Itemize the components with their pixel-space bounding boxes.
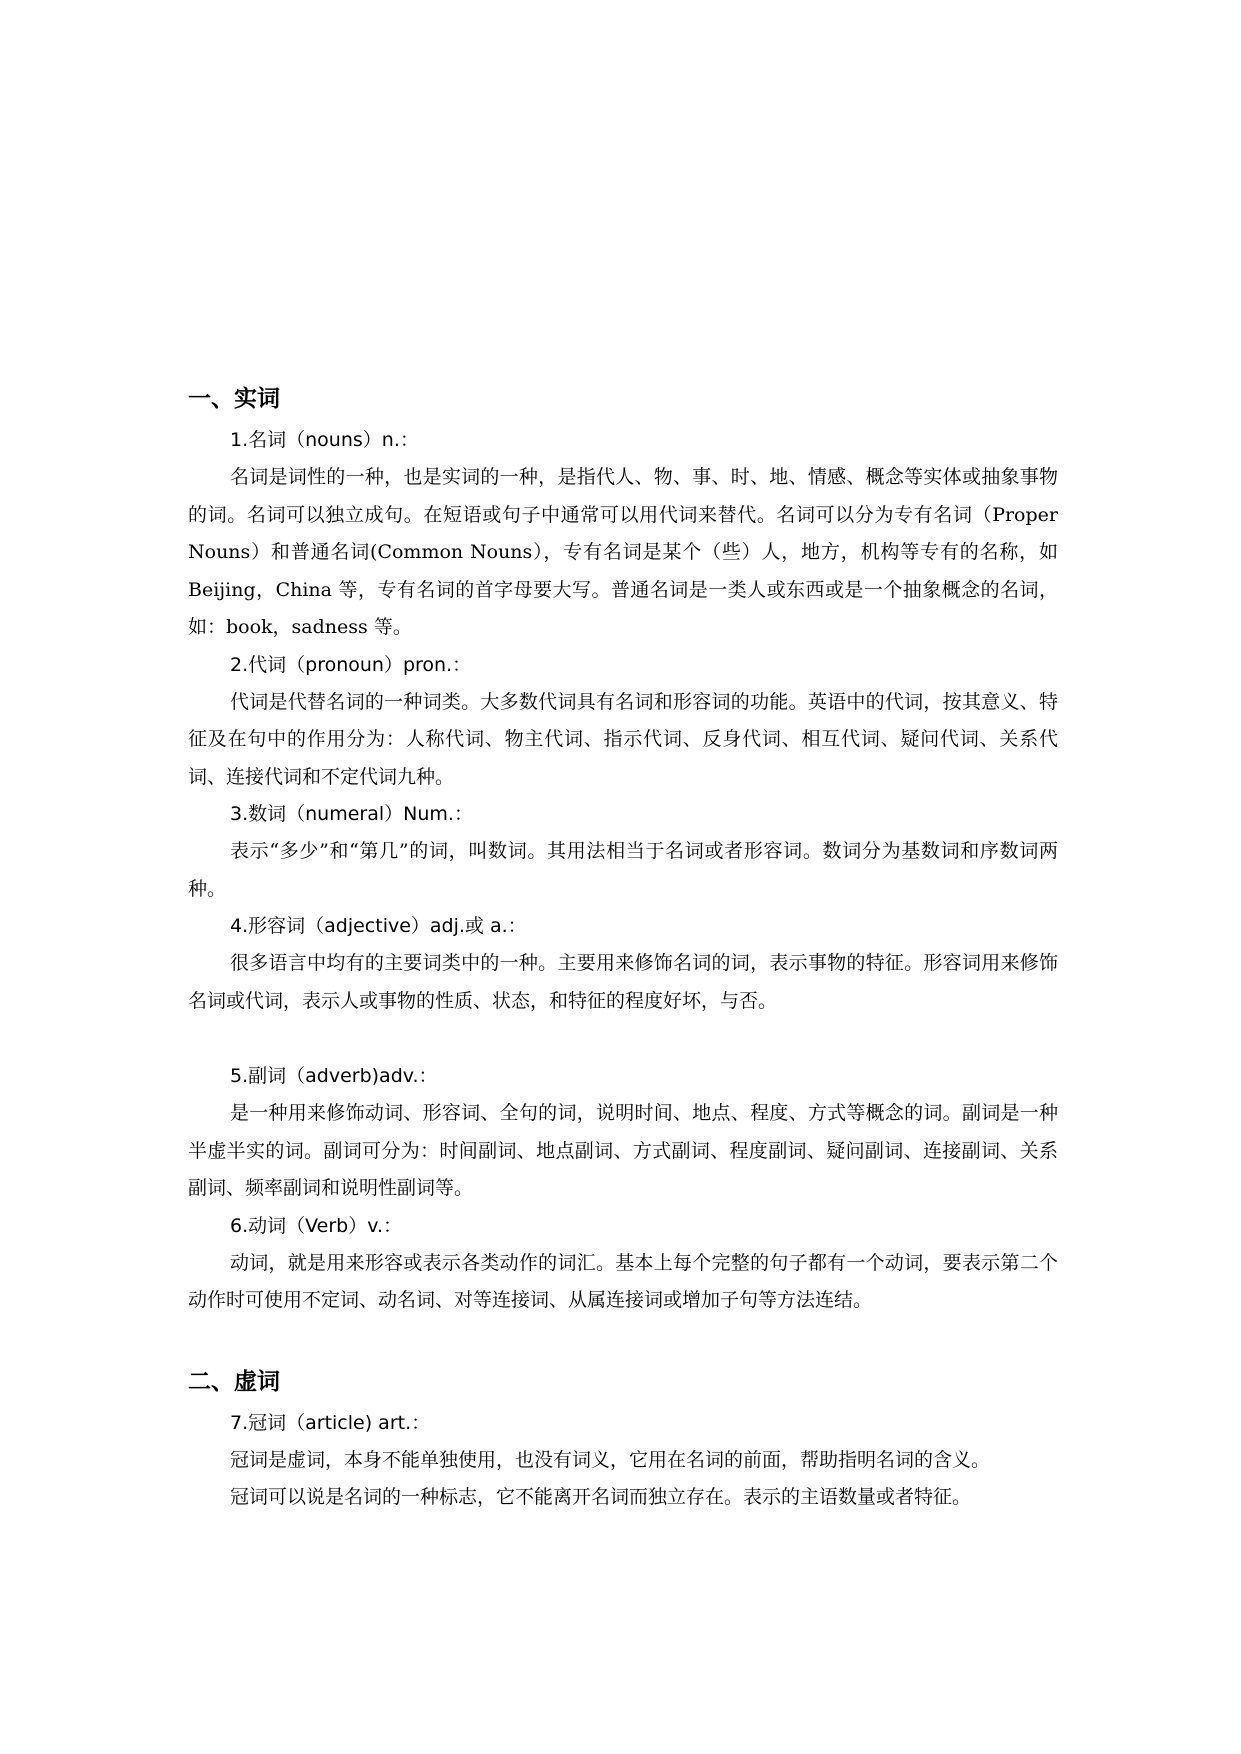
item-article	[188, 1405, 1058, 1517]
item-heading: 4.形容词（adjective）adj.或 a.：	[230, 915, 527, 937]
item-paragraph: 很多语言中均有的主要词类中的一种。主要用来修饰名词的词，表示事物的特征。形容词用来修饰名词或代词，表示人或事物的性质、状态，和特征的程度好坏，与否。	[188, 952, 1058, 1012]
item-paragraph: 名词是词性的一种，也是实词的一种，是指代人、物、事、时、地、情感、概念等实体或抽象事物的词。名词可以独立成句。在短语或句子中通常可以用代词来替代。名词可以分为专有名词（Proper Nouns）和普通名词(Common Nouns），专有名词是某个（些）人，地方，机构等专有的名称，如 Beijing，China 等，专有名词的首字母要大写。普通名词是一类人或东西或是一个抽象概念的名词，如：book，sadness 等。	[188, 466, 1058, 638]
item-heading: 3.数词（numeral）Num.：	[230, 803, 473, 825]
blank-line	[188, 1020, 1058, 1058]
item-numeral	[188, 796, 1058, 908]
section-title-content-words: 一、实词	[188, 386, 280, 412]
item-pronoun	[188, 647, 1058, 797]
blank-line	[188, 1320, 1058, 1363]
item-adverb	[188, 1058, 1058, 1208]
item-heading: 5.副词（adverb)adv.：	[230, 1065, 438, 1087]
section-title-function-words: 二、虚词	[188, 1368, 280, 1395]
item-heading: 7.冠词（article) art.：	[230, 1411, 431, 1434]
item-heading: 2.代词（pronoun）pron.：	[230, 653, 472, 676]
item-noun	[188, 422, 1058, 647]
item-paragraph: 动词，就是用来形容或表示各类动作的词汇。基本上每个完整的句子都有一个动词，要表示第二个动作时可使用不定词、动名词、对等连接词、从属连接词或增加子句等方法连结。	[188, 1251, 1058, 1311]
item-paragraph: 冠词是虚词，本身不能单独使用，也没有词义，它用在名词的前面，帮助指明名词的含义。	[230, 1448, 991, 1471]
document-page	[188, 380, 1058, 1517]
item-paragraph: 表示“多少”和“第几”的词，叫数词。其用法相当于名词或者形容词。数词分为基数词和序数词两种。	[188, 840, 1058, 900]
item-heading: 6.动词（Verb）v.：	[230, 1214, 403, 1237]
item-paragraph: 冠词可以说是名词的一种标志，它不能离开名词而独立存在。表示的主语数量或者特征。	[230, 1486, 972, 1508]
item-verb	[188, 1208, 1058, 1320]
item-adjective	[188, 908, 1058, 1020]
item-paragraph: 是一种用来修饰动词、形容词、全句的词，说明时间、地点、程度、方式等概念的词。副词是一种半虚半实的词。副词可分为：时间副词、地点副词、方式副词、程度副词、疑问副词、连接副词、关系副词、频率副词和说明性副词等。	[188, 1102, 1058, 1199]
item-paragraph: 代词是代替名词的一种词类。大多数代词具有名词和形容词的功能。英语中的代词，按其意义、特征及在句中的作用分为：人称代词、物主代词、指示代词、反身代词、相互代词、疑问代词、关系代词、连接代词和不定代词九种。	[188, 690, 1058, 788]
item-heading: 1.名词（nouns）n.：	[230, 429, 419, 451]
